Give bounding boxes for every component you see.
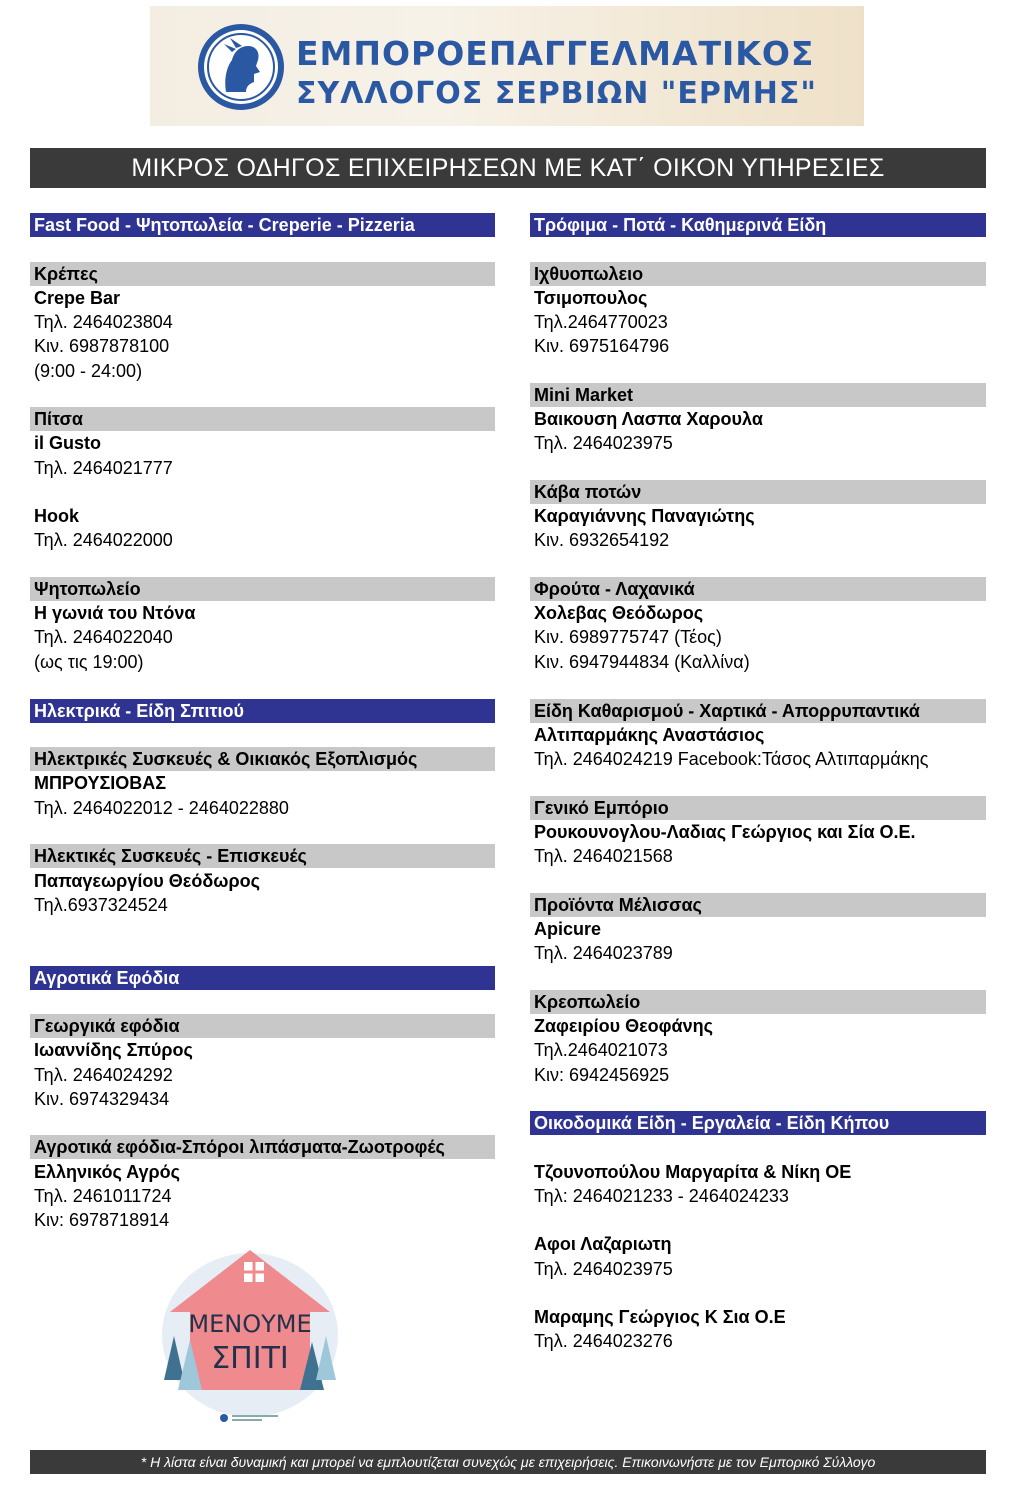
subcategory-header: Ηλεκτρικές Συσκευές & Οικιακός Εξοπλισμός <box>30 747 495 771</box>
business-name: Ζαφειρίου Θεοφάνης <box>534 1016 713 1036</box>
association-name-line1: ΕΜΠΟΡΟΕΠΑΓΓΕΛΜΑΤΙΚΟΣ <box>296 34 815 73</box>
category-header: Τρόφιμα - Ποτά - Καθημερινά Είδη <box>530 213 986 237</box>
subcategory-header: Ιχθυοπωλειο <box>530 262 986 286</box>
phone: Τηλ. 2464024292 <box>34 1065 173 1085</box>
mobile: Κιν. 6987878100 <box>34 336 170 356</box>
stay-home-house-icon <box>150 1240 350 1430</box>
business-name: Καραγιάννης Παναγιώτης <box>534 506 755 526</box>
category-header: Οικοδομικά Είδη - Εργαλεία - Είδη Κήπου <box>530 1111 986 1135</box>
association-name-line2: ΣΥΛΛΟΓΟΣ ΣΕΡΒΙΩΝ "ΕΡΜΗΣ" <box>296 76 817 111</box>
business-name: Ρουκουνογλου-Λαδιας Γεώργιος και Σία Ο.Ε. <box>534 822 916 842</box>
category-header: Fast Food - Ψητοπωλεία - Creperie - Pizzeria <box>30 213 495 237</box>
subcategory-header: Προϊόντα Μέλισσας <box>530 893 986 917</box>
phone: Τηλ. 2464023804 <box>34 312 173 332</box>
business-name: Τσιμοπουλος <box>534 288 648 308</box>
business-name: ΜΠΡΟΥΣΙΟΒΑΣ <box>34 773 167 793</box>
business-name: il Gusto <box>34 433 101 453</box>
business-name: Hook <box>34 506 79 526</box>
opening-hours: (ως τις 19:00) <box>34 652 144 672</box>
phone: Τηλ. 2464022040 <box>34 627 173 647</box>
business-name: Ελληνικός Αγρός <box>34 1162 180 1182</box>
business-name: Ιωαννίδης Σπύρος <box>34 1040 193 1060</box>
mobile: Κιν. 6947944834 (Καλλίνα) <box>534 652 750 672</box>
subcategory-header: Κρεοπωλείο <box>530 990 986 1014</box>
poster-text-line2: ΣΠΙΤΙ <box>211 1341 289 1376</box>
subcategory-header: Γενικό Εμπόριο <box>530 796 986 820</box>
subcategory-header: Mini Market <box>530 383 986 407</box>
phone: Τηλ.2464021073 <box>534 1040 668 1060</box>
business-name: Crepe Bar <box>34 288 121 308</box>
phone: Τηλ.2464770023 <box>534 312 668 332</box>
phone: Τηλ. 2464023276 <box>534 1331 673 1351</box>
subcategory-header: Κάβα ποτών <box>530 480 986 504</box>
phone: Τηλ: 2464021233 - 2464024233 <box>534 1186 789 1206</box>
mobile: Κιν: 6978718914 <box>34 1210 170 1230</box>
subcategory-header: Ηλεκτικές Συσκευές - Επισκευές <box>30 844 495 868</box>
subcategory-header: Γεωργικά εφόδια <box>30 1014 495 1038</box>
phone: Τηλ. 2461011724 <box>34 1186 172 1206</box>
phone: Τηλ. 2464023975 <box>534 1259 673 1279</box>
mobile: Κιν. 6932654192 <box>534 530 670 550</box>
footer-note: * Η λίστα είναι δυναμική και μπορεί να εμπλουτίζεται συνεχώς με επιχειρήσεις. Επικοινωνήστε με τον Εμπορικό Σύλλογο <box>30 1450 986 1474</box>
mobile: Κιν: 6942456925 <box>534 1065 670 1085</box>
header-banner <box>150 6 864 126</box>
phone: Τηλ. 2464023789 <box>534 943 673 963</box>
phone: Τηλ. 2464021777 <box>34 458 173 478</box>
business-name: Αλτιπαρμάκης Αναστάσιος <box>534 725 765 745</box>
subcategory-header: Κρέπες <box>30 262 495 286</box>
phone: Τηλ. 2464023975 <box>534 433 673 453</box>
business-name: Παπαγεωργίου Θεόδωρος <box>34 871 260 891</box>
phone: Τηλ.6937324524 <box>34 895 168 915</box>
hermes-seal-icon <box>196 22 286 112</box>
business-name: Χολεβας Θεόδωρος <box>534 603 704 623</box>
business-name: Μαραμης Γεώργιος Κ Σια Ο.Ε <box>534 1307 786 1327</box>
mobile: Κιν. 6989775747 (Τέος) <box>534 627 722 647</box>
business-name: Η γωνιά του Ντόνα <box>34 603 196 623</box>
subcategory-header: Είδη Καθαρισμού - Χαρτικά - Απορρυπαντικά <box>530 699 986 723</box>
category-header: Αγροτικά Εφόδια <box>30 966 495 990</box>
mobile: Κιν. 6974329434 <box>34 1089 170 1109</box>
phone: Τηλ. 2464022012 - 2464022880 <box>34 798 289 818</box>
business-name: Τζουνοπούλου Μαργαρίτα & Νίκη ΟΕ <box>534 1162 852 1182</box>
business-name: Βαικουση Λασπα Χαρουλα <box>534 409 763 429</box>
page-title: ΜΙΚΡΟΣ ΟΔΗΓΟΣ ΕΠΙΧΕΙΡΗΣΕΩΝ ΜΕ ΚΑΤ΄ ΟΙΚΟΝ ΥΠΗΡΕΣΙΕΣ <box>30 148 986 188</box>
subcategory-header: Φρούτα - Λαχανικά <box>530 577 986 601</box>
subcategory-header: Ψητοπωλείο <box>30 577 495 601</box>
business-name: Apicure <box>534 919 602 939</box>
subcategory-header: Πίτσα <box>30 407 495 431</box>
phone: Τηλ. 2464022000 <box>34 530 173 550</box>
opening-hours: (9:00 - 24:00) <box>34 361 143 381</box>
category-header: Ηλεκτρικά - Είδη Σπιτιού <box>30 699 495 723</box>
mobile: Κιν. 6975164796 <box>534 336 670 356</box>
poster-text-line1: ΜΕΝΟΥΜΕ <box>188 1310 312 1338</box>
business-name: Αφοι Λαζαριωτη <box>534 1234 672 1254</box>
phone: Τηλ. 2464024219 Facebook:Τάσος Αλτιπαρμάκης <box>534 749 929 769</box>
phone: Τηλ. 2464021568 <box>534 846 673 866</box>
subcategory-header: Αγροτικά εφόδια-Σπόροι λιπάσματα-Ζωοτροφές <box>30 1135 495 1159</box>
